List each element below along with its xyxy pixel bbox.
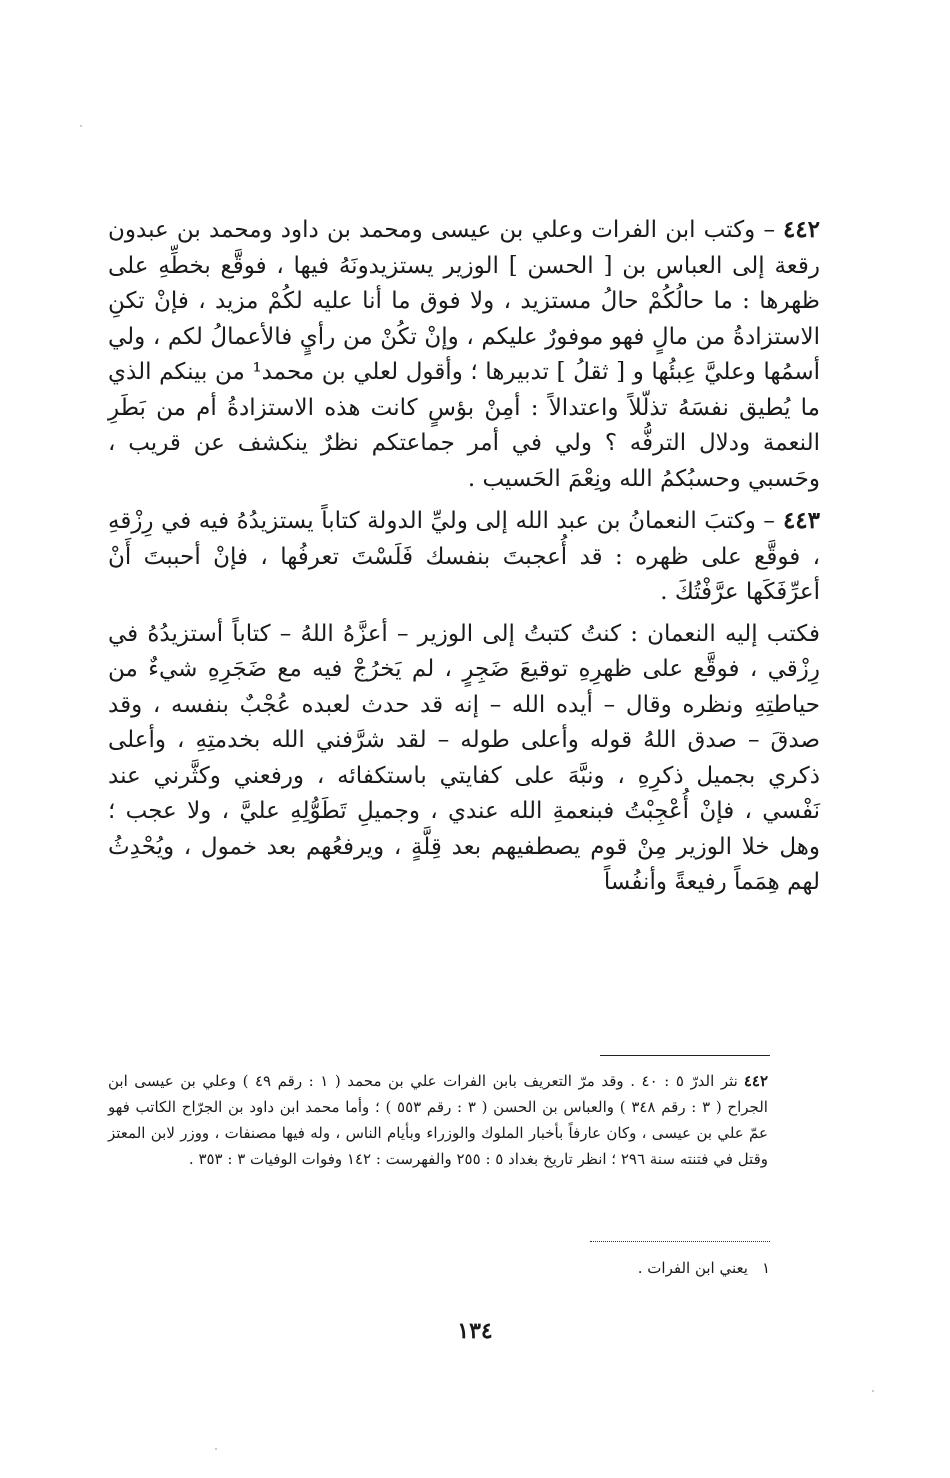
footnote-dotted-divider: [590, 1241, 770, 1242]
section-number-442: ٤٤٢: [782, 216, 820, 243]
paragraph-442-text: – وكتب ابن الفرات وعلي بن عيسى ومحمد بن داود ومحمد بن عبدون رقعة إلى العباس بن [ الحسن ] الوزير يستزيدونَهُ فيها ، فوقَّع بخطِّهِ على ظهرها : ما حالُكُمْ حالُ مستزيد ، ولا فوق ما أنا عليه لكُمْ مزيد ، فإنْ تكنِ الاستزادةُ من مالٍ فهو موفورٌ عليكم ، وإنْ تكُنْ من رأيٍ فالأعمالُ لكم ، ولي أسمُها وعليَّ عِبئُها و [ ثقلُ ] تدبيرها ؛ وأقول لعلي بن محمد¹ من بينكم الذي ما يُطيق نفسَهُ تذلّلاً واعتدالاً : أمِنْ بؤسٍ كانت هذه الاستزادةُ أم من بَطَرِ النعمة ودلال الترفُّه ؟ ولي في أمر جماعتكم نظرٌ ينكشف عن قريب ، وحَسبي وحسبُكمُ الله ونِعْمَ الحَسيب .: [108, 217, 820, 492]
paragraph-443-followup: فكتب إليه النعمان : كنتُ كتبتُ إلى الوزير – أعزَّهُ اللهُ – كتاباً أستزيدُهُ في رِزْقي ، فوقَّع على ظهرِهِ توقيعَ ضَجِرٍ ، لم يَخرُجْ فيه مع ضَجَرِهِ شيءٌ من حياطتِهِ ونظره وقال – أيده الله – إنه قد حدث لعبده عُجْبٌ بنفسه ، وقد صدقَ – صدق اللهُ قوله وأعلى طوله – لقد شرَّفني الله بخدمتِهِ ، وأعلى ذكري بجميل ذكرِهِ ، ونبَّهَ على كفايتي باستكفائه ، ورفعني وكثَّرني عند نَفْسي ، فإنْ أُعْجِبْتُ فبنعمةِ الله عندي ، وجميلِ تَطَوُّلِهِ عليَّ ، ولا عجب ؛ وهل خلا الوزير مِنْ قوم يصطفيهم بعد قِلَّةٍ ، ويرفعُهم بعد خمول ، ويُحْدِثُ لهم هِمَماً رفيعةً وأنفُساً: [108, 620, 820, 895]
footnote-442-text: نثر الدرّ ٥ : ٤٠ . وقد مرّ التعريف بابن الفرات علي بن محمد ( ١ : رقم ٤٩ ) وعلي بن عيسى ابن الجراح ( ٣ : رقم ٣٤٨ ) والعباس بن الحسن ( ٣ : رقم ٥٥٣ ) ؛ وأما محمد ابن داود بن الجرّاح الكاتب فهو عمّ علي بن عيسى ، وكان عارفاً بأخبار الملوك والوزراء وبأيام الناس ، وله فيها مصنفات ، ووزر لابن المعتز وقتل في فتنته سنة ٢٩٦ ؛ انظر تاريخ بغداد ٥ : ٢٥٥ والفهرست : ١٤٢ وفوات الوفيات ٣ : ٣٥٣ .: [108, 1072, 768, 1168]
paragraph-442: [108, 212, 820, 497]
paragraph-443: [108, 503, 820, 611]
main-text: [108, 212, 820, 907]
page-number: ١٣٤: [457, 1318, 493, 1344]
footnote-442: [108, 1068, 768, 1172]
paragraph-443-text: – وكتبَ النعمانُ بن عبد الله إلى وليِّ الدولة كتاباً يستزيدُهُ فيه في رِزْقهِ ، فوقَّع على ظهره : قد أُعجبتَ بنفسك فَلَسْتَ تعرفُها ، فإنْ أحببتَ أَنْ أعرِّفَكَها عرَّفْتُكَ .: [108, 508, 820, 605]
footnote-1: [400, 1256, 770, 1280]
footnote-number-442: ٤٤٢: [743, 1072, 768, 1090]
footnote-divider: [600, 1055, 770, 1056]
scan-speck: [80, 125, 82, 127]
scan-speck: [872, 1390, 874, 1392]
footnote-1-text: يعني ابن الفرات .: [637, 1259, 748, 1277]
footnote-mark-1: ١: [761, 1259, 770, 1277]
section-number-443: ٤٤٣: [782, 507, 820, 534]
scan-speck: [215, 1448, 217, 1450]
